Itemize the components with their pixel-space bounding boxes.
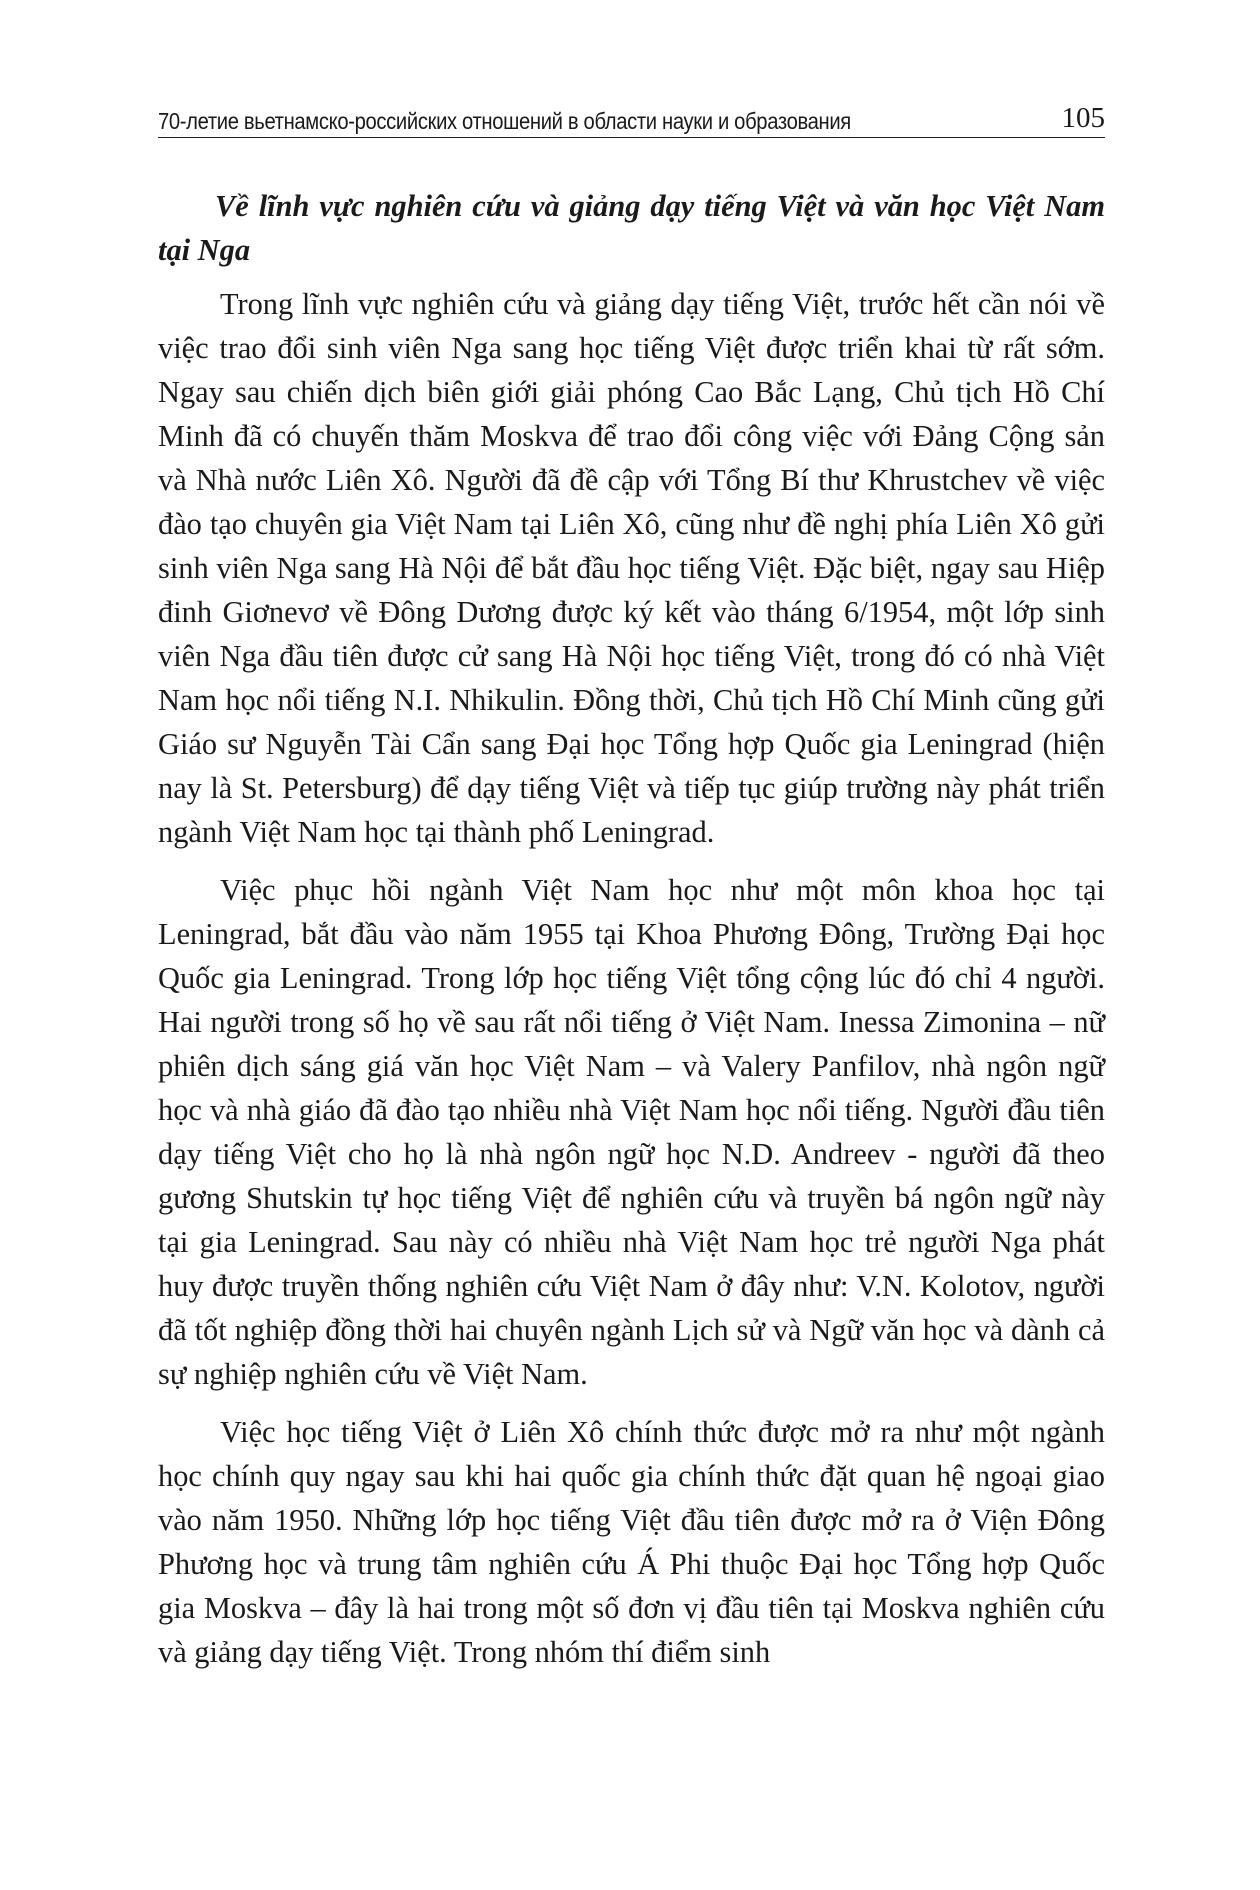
- paragraph: Việc phục hồi ngành Việt Nam học như một môn khoa học tại Leningrad, bắt đầu vào năm 1955 tại Khoa Phương Đông, Trường Đại học Quốc gia Leningrad. Trong lớp học tiếng Việt tổng cộng lúc đó chỉ 4 người. Hai người trong số họ về sau rất nổi tiếng ở Việt Nam. Inessa Zimonina – nữ phiên dịch sáng giá văn học Việt Nam – và Valery Panfilov, nhà ngôn ngữ học và nhà giáo đã đào tạo nhiều nhà Việt Nam học nổi tiếng. Người đầu tiên dạy tiếng Việt cho họ là nhà ngôn ngữ học N.D. Andreev - người đã theo gương Shutskin tự học tiếng Việt để nghiên cứu và truyền bá ngôn ngữ này tại gia Leningrad. Sau này có nhiều nhà Việt Nam học trẻ người Nga phát huy được truyền thống nghiên cứu Việt Nam ở đây như: V.N. Kolotov, người đã tốt nghiệp đồng thời hai chuyên ngành Lịch sử và Ngữ văn học và dành cả sự nghiệp nghiên cứu về Việt Nam.: [158, 873, 1105, 1391]
- paragraph: Việc học tiếng Việt ở Liên Xô chính thức được mở ra như một ngành học chính quy ngay sau khi hai quốc gia chính thức đặt quan hệ ngoại giao vào năm 1950. Những lớp học tiếng Việt đầu tiên được mở ra ở Viện Đông Phương học và trung tâm nghiên cứu Á Phi thuộc Đại học Tổng hợp Quốc gia Moskva – đây là hai trong một số đơn vị đầu tiên tại Moskva nghiên cứu và giảng dạy tiếng Việt. Trong nhóm thí điểm sinh: [158, 1415, 1105, 1669]
- section-heading: Về lĩnh vực nghiên cứu và giảng dạy tiếng Việt và văn học Việt Nam tại Nga: [158, 189, 1105, 267]
- main-text: [158, 184, 1105, 1688]
- running-title: 70-летие вьетнамско-российских отношений в области науки и образования: [158, 107, 851, 134]
- running-header: [158, 96, 1105, 138]
- page-number: 105: [1061, 102, 1105, 134]
- paragraph: Trong lĩnh vực nghiên cứu và giảng dạy tiếng Việt, trước hết cần nói về việc trao đổi sinh viên Nga sang học tiếng Việt được triển khai từ rất sớm. Ngay sau chiến dịch biên giới giải phóng Cao Bắc Lạng, Chủ tịch Hồ Chí Minh đã có chuyến thăm Moskva để trao đổi công việc với Đảng Cộng sản và Nhà nước Liên Xô. Người đã đề cập với Tổng Bí thư Khrustchev về việc đào tạo chuyên gia Việt Nam tại Liên Xô, cũng như đề nghị phía Liên Xô gửi sinh viên Nga sang Hà Nội để bắt đầu học tiếng Việt. Đặc biệt, ngay sau Hiệp đinh Giơnevơ về Đông Dương được ký kết vào tháng 6/1954, một lớp sinh viên Nga đầu tiên được cử sang Hà Nội học tiếng Việt, trong đó có nhà Việt Nam học nổi tiếng N.I. Nhikulin. Đồng thời, Chủ tịch Hồ Chí Minh cũng gửi Giáo sư Nguyễn Tài Cẩn sang Đại học Tổng hợp Quốc gia Leningrad (hiện nay là St. Petersburg) để dạy tiếng Việt và tiếp tục giúp trường này phát triển ngành Việt Nam học tại thành phố Leningrad.: [158, 287, 1105, 849]
